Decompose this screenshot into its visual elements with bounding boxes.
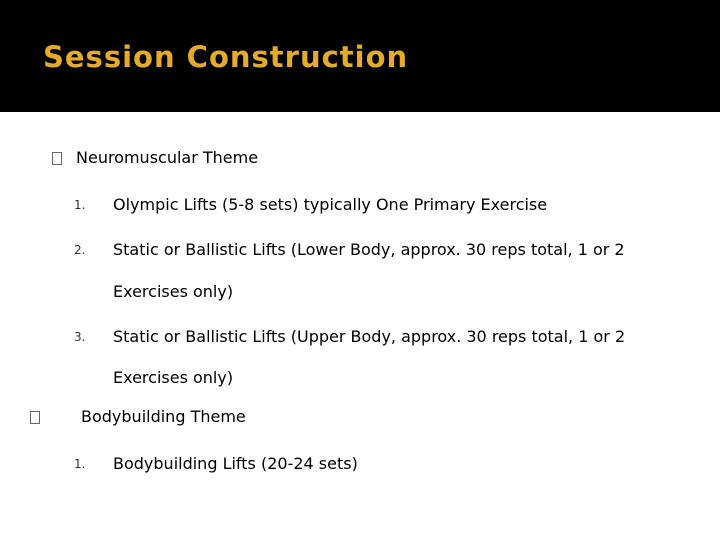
slide-title: Session Construction bbox=[43, 40, 409, 74]
item-text-upper-body-cont: Exercises only) bbox=[113, 368, 234, 387]
square-bullet-icon bbox=[52, 152, 62, 169]
item-text-lower-body: Static or Ballistic Lifts (Lower Body, approx. 30 reps total, 1 or 2 bbox=[113, 240, 625, 259]
item-number: 1. bbox=[74, 198, 86, 212]
item-number: 2. bbox=[74, 243, 86, 257]
item-text-upper-body: Static or Ballistic Lifts (Upper Body, approx. 30 reps total, 1 or 2 bbox=[113, 327, 626, 346]
item-text-bodybuilding-lifts: Bodybuilding Lifts (20-24 sets) bbox=[113, 454, 358, 473]
item-number: 3. bbox=[74, 330, 86, 344]
item-text-lower-body-cont: Exercises only) bbox=[113, 282, 234, 301]
item-number: 1. bbox=[74, 457, 86, 471]
section-heading-bodybuilding: Bodybuilding Theme bbox=[81, 407, 246, 426]
item-text-olympic-lifts: Olympic Lifts (5-8 sets) typically One Primary Exercise bbox=[113, 195, 548, 214]
section-heading-neuromuscular: Neuromuscular Theme bbox=[76, 148, 259, 167]
square-bullet-icon bbox=[30, 411, 40, 428]
title-bar bbox=[0, 0, 720, 112]
